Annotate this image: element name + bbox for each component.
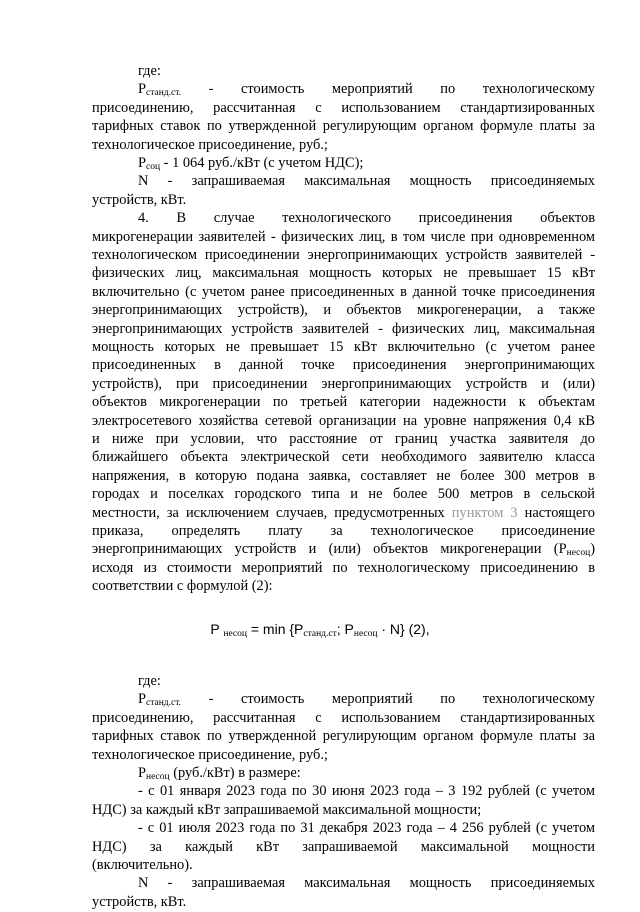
section-4-line: устройств), при присоединении энергопринимающих устройств и (или): [92, 375, 595, 392]
text-line: технологическое присоединение, руб.;: [92, 746, 328, 763]
text-line: устройств, кВт.: [92, 893, 187, 910]
text-line: присоединению, рассчитанная с использованием стандартизированных: [92, 99, 595, 116]
section-4-line: энергопринимающих устройств), и объектов микрогенерации, а также: [92, 302, 595, 319]
section-4-line: ближайшего объекта электрической сети необходимого заявителю класса: [92, 449, 595, 466]
text-line: (включительно).: [92, 857, 193, 873]
section-4-line: микрогенерации заявителей - физических лиц, в том числе при одновременном: [92, 228, 595, 245]
formula-2: P $_{несоц} = \min \{P_{станд.ст}$; $P_{несоц} \cdot N$} (2),: [210, 620, 430, 639]
p-nesoc-definition: $P_{несоц}$ (руб./кВт) в размере:: [138, 765, 301, 782]
section-4-line: технологическом присоединении энергопринимающих устройств заявителей -: [92, 247, 595, 263]
section-4-line: мощность которых не превышает 15 кВт включительно (с учетом ранее: [92, 339, 595, 355]
section-4-line: приказа, определять плату за технологическое присоединение: [92, 523, 595, 539]
section-4-line: городах и поселках городского типа и не более 500 метров в сельской: [92, 486, 595, 503]
section-4-line: исходя из стоимости мероприятий по технологическому присоединению в: [92, 559, 595, 576]
section-4-line: местности, за исключением случаев, предусмотренных пунктом 3 настоящего: [92, 504, 595, 521]
section-4-line: соответствии с формулой (2):: [92, 578, 273, 595]
section-4-line: объектов микрогенерации по третьей категории надежности к объектам: [92, 394, 595, 411]
where-label: где:: [138, 63, 161, 79]
p-stand-definition: $P_{станд.ст.}$ - стоимость мероприятий по технологическому: [138, 81, 595, 99]
section-4-line: электросетевого хозяйства сетевой организации на уровне напряжения 0,4 кВ: [92, 412, 595, 429]
section-4-line: физических лиц, максимальная мощность которых не превышает 15 кВт: [92, 265, 595, 282]
p-soc-definition: $P_{соц} - 1$ 064 руб./кВт (с учетом НДС);: [138, 155, 364, 172]
n-definition: N - запрашиваемая максимальная мощность присоединяемых: [138, 173, 595, 190]
section-4-line: включительно (с учетом ранее присоединенных в данной точке присоединения: [92, 283, 595, 300]
n-definition: N - запрашиваемая максимальная мощность присоединяемых: [138, 875, 595, 892]
section-4-line: и ниже при условии, что расстояние от границ участка заявителя до: [92, 431, 595, 447]
section-4-line: энергопринимающих устройств заявителей - физических лиц, максимальная: [92, 320, 595, 337]
text-line: технологическое присоединение, руб.;: [92, 136, 328, 153]
p-stand-definition: $P_{станд.ст.}$ - стоимость мероприятий по технологическому: [138, 691, 595, 709]
text-line: тарифных ставок по утвержденной регулирующим органом формуле платы за: [92, 118, 595, 135]
section-4-line: энергопринимающих устройств и (или) объектов микрогенерации $(P_{несоц})$: [92, 541, 595, 559]
text-line: присоединению, рассчитанная с использованием стандартизированных: [92, 709, 595, 726]
section-4-line: присоединенных в данной точке присоединения энергопринимающих: [92, 357, 595, 374]
section-4-line: 4. В случае технологического присоединения объектов: [138, 210, 595, 227]
text-line: НДС) за каждый кВт запрашиваемой максимальной мощности;: [92, 801, 482, 818]
point-3-link[interactable]: пунктом 3: [451, 504, 518, 521]
text-line: тарифных ставок по утвержденной регулирующим органом формуле платы за: [92, 728, 595, 745]
where-label: где:: [138, 673, 161, 689]
section-4-line: напряжения, в которую подана заявка, составляет не более 300 метров в: [92, 467, 595, 484]
rate-item-2: - с 01 июля 2023 года по 31 декабря 2023 года – 4 256 рублей (с учетом: [138, 820, 595, 837]
rate-item-1: - с 01 января 2023 года по 30 июня 2023 года – 3 192 рублей (с учетом: [138, 783, 595, 800]
text-line: НДС) за каждый кВт запрашиваемой максимальной мощности: [92, 838, 595, 855]
text-line: устройств, кВт.: [92, 191, 187, 208]
